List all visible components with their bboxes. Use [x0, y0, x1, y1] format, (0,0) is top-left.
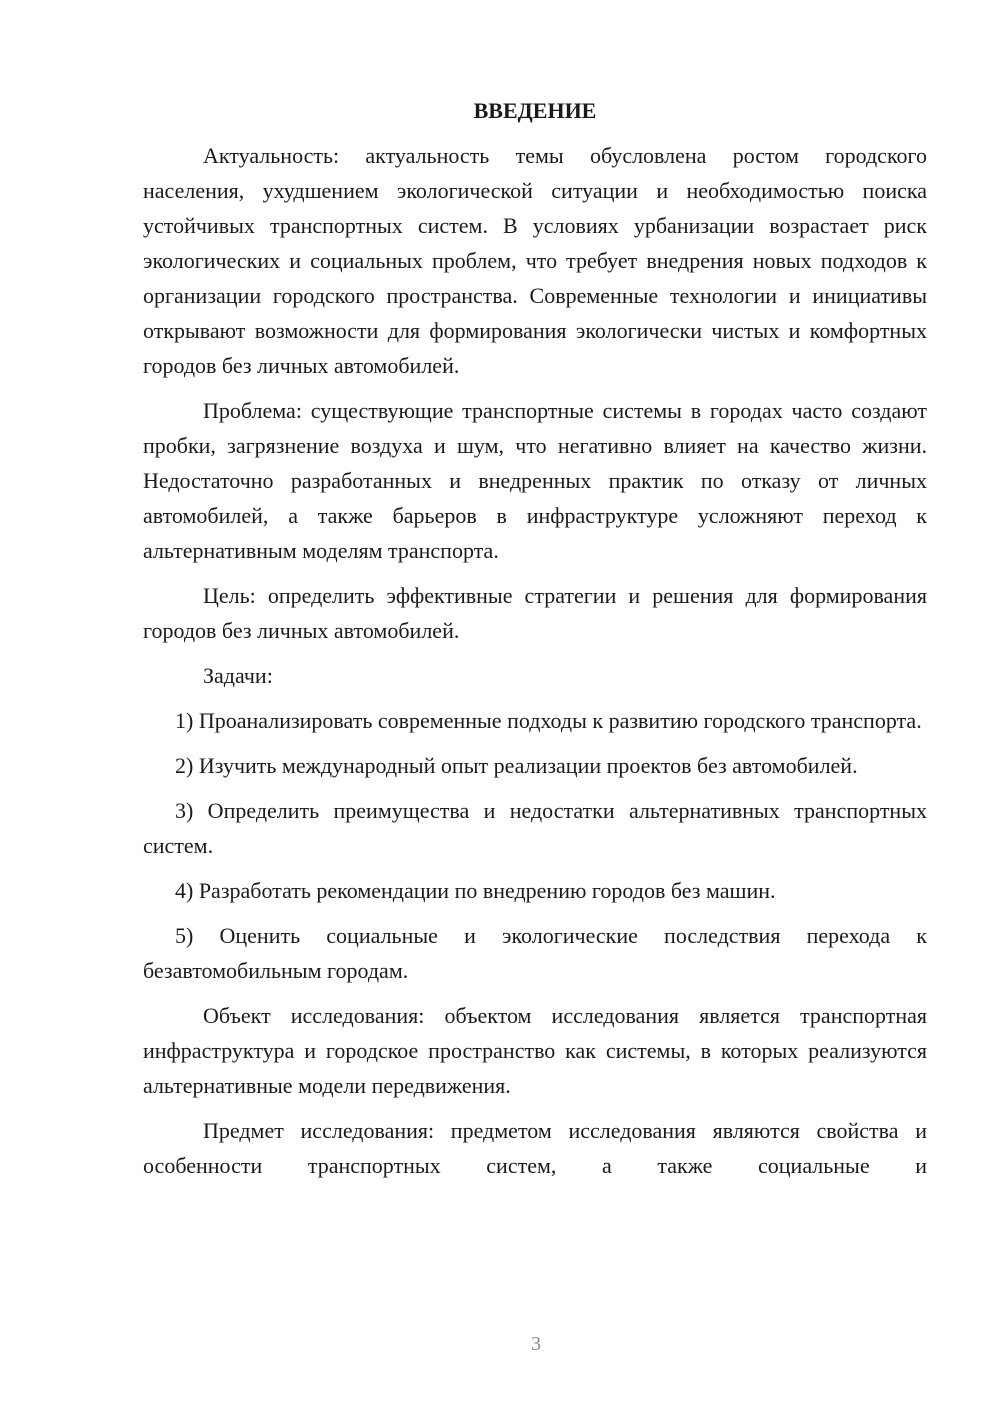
page-number: 3 — [531, 1333, 541, 1355]
task-item-4: 4) Разработать рекомендации по внедрению городов без машин. — [175, 878, 776, 903]
paragraph-object: Объект исследования: объектом исследования является транспортная инфраструктура и городское пространство как системы, в которых реализуются альтернативные модели передвижения. — [143, 1003, 927, 1098]
document-body — [143, 96, 927, 1193]
task-item-1: 1) Проанализировать современные подходы к развитию городского транспорта. — [175, 708, 922, 733]
paragraph-goal: Цель: определить эффективные стратегии и решения для формирования городов без личных автомобилей. — [143, 583, 927, 643]
section-heading: ВВЕДЕНИЕ — [473, 98, 597, 123]
paragraph-problem: Проблема: существующие транспортные системы в городах часто создают пробки, загрязнение воздуха и шум, что негативно влияет на качество жизни. Недостаточно разработанных и внедренных практик по отказу от личных автомобилей, а также барьеров в инфраструктуре усложняют переход к альтернативным моделям транспорта. — [143, 398, 927, 563]
task-item-5: 5) Оценить социальные и экологические последствия перехода к безавтомобильным городам. — [143, 923, 927, 983]
task-item-3: 3) Определить преимущества и недостатки альтернативных транспортных систем. — [143, 798, 927, 858]
paragraph-relevance: Актуальность: актуальность темы обусловлена ростом городского населения, ухудшением экологической ситуации и необходимостью поиска устойчивых транспортных систем. В условиях урбанизации возрастает риск экологических и социальных проблем, что требует внедрения новых подходов к организации городского пространства. Современные технологии и инициативы открывают возможности для формирования экологически чистых и комфортных городов без личных автомобилей. — [143, 143, 927, 378]
paragraph-subject: Предмет исследования: предметом исследования являются свойства и особенности транспортных систем, а также социальные и — [143, 1118, 927, 1178]
paragraph-tasks-label: Задачи: — [203, 663, 273, 688]
task-item-2: 2) Изучить международный опыт реализации проектов без автомобилей. — [175, 753, 858, 778]
